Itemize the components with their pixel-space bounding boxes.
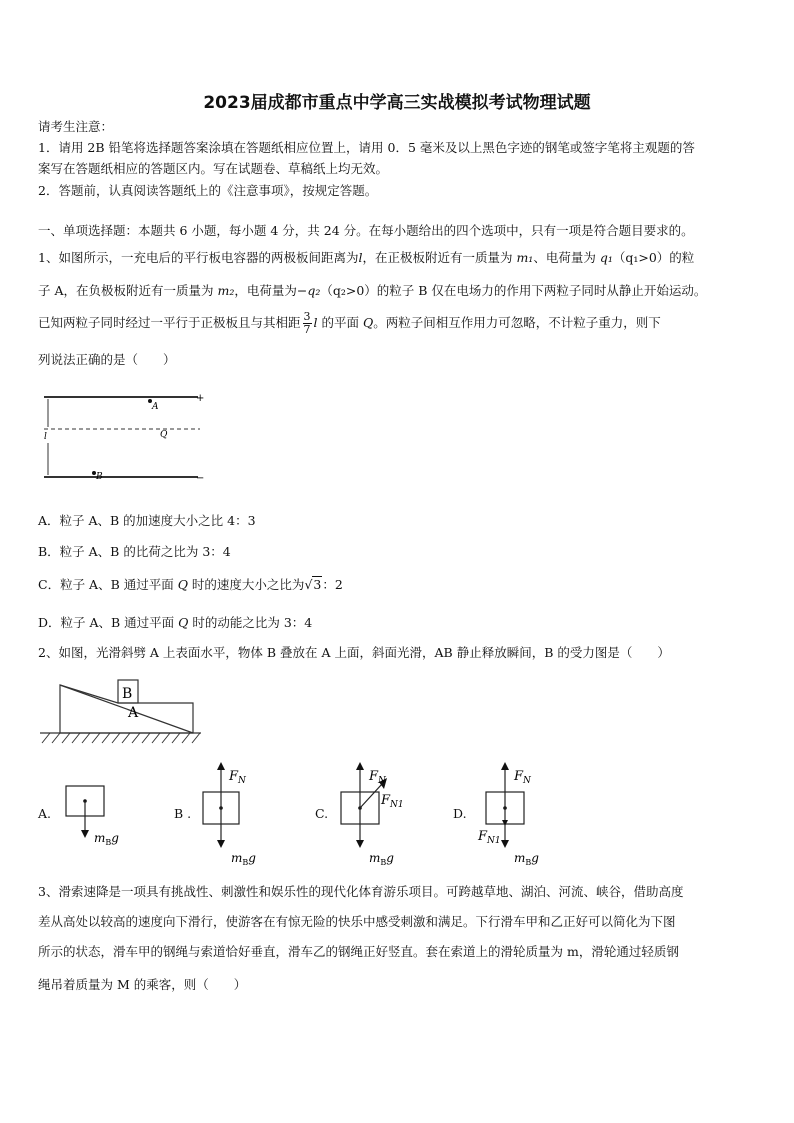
svg-text:mBg: $m_Bg$ [231,851,256,867]
q2-option-d-label[interactable]: D. [453,806,467,821]
q1-option-d[interactable]: D．粒子 A、B 通过平面 Q 时的动能之比为 3：4 [38,615,313,630]
svg-text:FN1: $F_{N1}$ [478,829,501,846]
notice-item-2: 2．答题前，认真阅读答题纸上的《注意事项》，按规定答题。 [38,183,378,198]
q2-option-a-diagram[interactable] [60,780,140,850]
q2-option-d-diagram[interactable] [474,760,564,868]
label-l: l [44,432,47,442]
wedge-label-A: A [128,705,139,721]
svg-text:FN: $F_N$ [514,769,531,786]
var-m1: m₁ [516,250,534,265]
var-q1: q₁ [599,250,613,265]
label-B: B [96,472,103,482]
q2-option-c-label[interactable]: C. [315,806,329,821]
q3-line-2: 差从高处以较高的速度向下滑行，使游客在有惊无险的快乐中感受刺激和满足。下行滑车甲和乙正好可以简化为下图 [38,914,676,929]
svg-text:FN: $F_N$ [369,769,386,786]
page-title: 2023届成都市重点中学高三实战模拟考试物理试题 [203,93,591,113]
sqrt-3: 3 [313,577,322,592]
notice-heading: 请考生注意： [38,119,114,134]
q1-line-2: 子 A，在负极板附近有一质量为 m₂，电荷量为−q₂（q₂>0）的粒子 B 仅在电场力的作用下两粒子同时从静止开始运动。 [38,283,707,298]
q3-line-1: 3、滑索速降是一项具有挑战性、刺激性和娱乐性的现代化体育游乐项目。可跨越草地、湖泊、河流、峡谷，借助高度 [38,884,684,899]
section-1-heading: 一、单项选择题：本题共 6 小题，每小题 4 分，共 24 分。在每小题给出的四个选项中，只有一项是符合题目要求的。 [38,223,694,238]
q3-line-3: 所示的状态，滑车甲的钢绳与索道恰好垂直，滑车乙的钢绳正好竖直。套在索道上的滑轮质量为 m，滑轮通过轻质钢 [38,944,679,959]
q2-option-a-label[interactable]: A. [38,806,52,821]
fraction-3-7: $\frac{3}{7}$ [303,310,311,336]
q1-line-1: 1、如图所示，一充电后的平行板电容器的两极板间距离为l，在正极板附近有一质量为 m₁、电荷量为 q₁（q₁>0）的粒 [38,250,695,265]
wedge-figure [38,675,203,747]
label-minus: − [196,473,205,484]
q3-line-4: 绳吊着质量为 M 的乘客，则（ ） [38,977,247,992]
var-q2: q₂ [307,283,321,298]
q1-line-3: 已知两粒子同时经过一平行于正极板且与其相距 $\frac{3}{7}$ l 的平面 Q。两粒子间相互作用力可忽略，不计粒子重力，则下 [38,310,661,336]
q1-option-c[interactable]: C．粒子 A、B 通过平面 Q 时的速度大小之比为√3：2 [38,577,343,592]
var-m2: m₂ [217,283,235,298]
q2-option-c-diagram[interactable] [335,760,425,868]
svg-text:mBg: $m_Bg$ [369,851,394,867]
label-A: A [152,402,159,412]
capacitor-figure [38,387,210,491]
svg-text:FN1: $F_{N1}$ [381,793,404,810]
notice-item-1-line-2: 案写在答题纸相应的答题区内。写在试题卷、草稿纸上均无效。 [38,161,389,176]
svg-text:FN: $F_N$ [229,769,246,786]
var-l: l [358,250,363,265]
svg-text:mBg: $m_Bg$ [514,851,539,867]
wedge-label-B: B [122,686,133,702]
q1-option-a[interactable]: A．粒子 A、B 的加速度大小之比 4：3 [38,513,256,528]
q2-option-b-diagram[interactable] [195,760,275,868]
label-Q: Q [160,430,168,440]
svg-text:mBg: $m_Bg$ [94,831,119,847]
q2-line: 2、如图，光滑斜劈 A 上表面水平，物体 B 叠放在 A 上面，斜面光滑，AB 静止释放瞬间，B 的受力图是（ ） [38,645,670,660]
q2-option-b-label[interactable]: B . [174,806,192,821]
notice-item-1-line-1: 1．请用 2B 铅笔将选择题答案涂填在答题纸相应位置上，请用 0．5 毫米及以上黑色字迹的钢笔或签字笔将主观题的答 [38,140,695,155]
label-plus: + [196,393,205,404]
q1-option-b[interactable]: B．粒子 A、B 的比荷之比为 3：4 [38,544,231,559]
q1-line-4: 列说法正确的是（ ） [38,352,176,367]
